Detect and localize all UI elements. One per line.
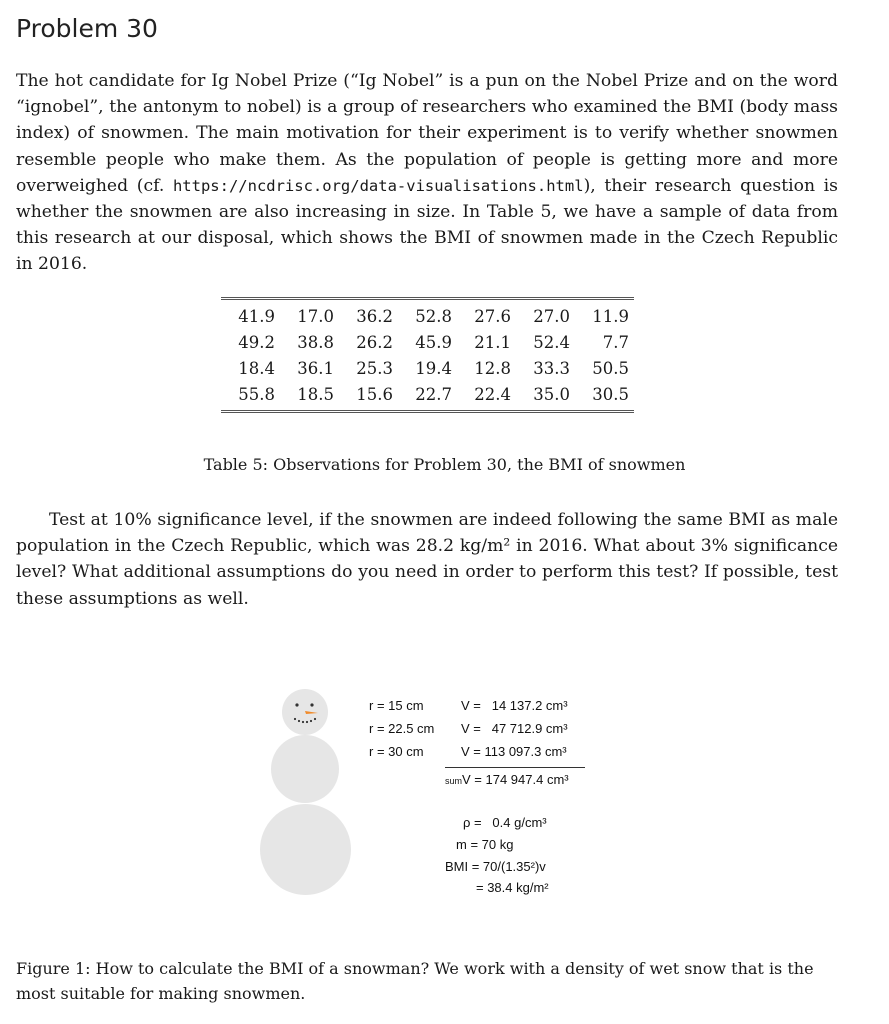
table-cell: 36.1	[297, 359, 334, 378]
snowman-middle	[271, 735, 339, 803]
table-cell: 22.4	[474, 385, 511, 404]
table-cell: 22.7	[415, 385, 452, 404]
problem-title: Problem 30	[16, 14, 158, 43]
table-cell: 27.6	[474, 307, 511, 326]
ncdrisc-url[interactable]: https://ncdrisc.org/data-visualisations.html	[172, 176, 584, 195]
table-cell: 25.3	[356, 359, 393, 378]
radius-bottom: r = 30 cm	[369, 744, 424, 759]
radius-middle: r = 22.5 cm	[369, 721, 435, 736]
sum-divider	[445, 767, 585, 768]
right-eye-icon	[310, 703, 313, 706]
bmi-table	[221, 297, 634, 413]
volume-head: V = 14 137.2 cm³	[461, 698, 568, 713]
table-cell: 45.9	[415, 333, 452, 352]
snow-density: ρ = 0.4 g/cm³	[463, 815, 547, 830]
table-cell: 18.5	[297, 385, 334, 404]
table-row	[221, 356, 634, 382]
table-cell: 52.4	[533, 333, 570, 352]
table-row	[221, 382, 634, 408]
table-row	[221, 304, 634, 330]
table-cell: 35.0	[533, 385, 570, 404]
table-cell: 41.9	[238, 307, 275, 326]
table-cell: 21.1	[474, 333, 511, 352]
volume-bottom: V = 113 097.3 cm³	[461, 744, 567, 759]
table-cell: 7.7	[602, 333, 629, 352]
table-cell: 33.3	[533, 359, 570, 378]
sum-prefix: sum	[445, 776, 463, 786]
table-cell: 17.0	[297, 307, 334, 326]
table-cell: 50.5	[592, 359, 629, 378]
table-cell: 30.5	[592, 385, 629, 404]
snowman-face	[282, 689, 328, 735]
table-cell: 55.8	[238, 385, 275, 404]
snowman-bottom	[260, 804, 351, 895]
table-cell: 26.2	[356, 333, 393, 352]
test-question: Test at 10% significance level, if the snowmen are indeed following the same BMI as male population in the Czech Republic, which was 28.2 kg/m² in 2016. What about 3% significance level? What additional assumptions do you need in order to perform this test? If possible, test these assumptions as well.	[16, 510, 838, 609]
coal-mouth-icon	[294, 718, 316, 723]
description-text-2: ), their research question is whether the snowmen are also increasing in size. In Table 5, we have a sample of data from this research at our disposal, which shows the BMI of snowmen made in the Czech Republic in 2016.	[16, 175, 838, 275]
left-eye-icon	[295, 703, 298, 706]
table-caption: Table 5: Observations for Problem 30, the BMI of snowmen	[203, 455, 686, 474]
sum-value: V = 174 947.4 cm³	[462, 772, 569, 787]
bmi-formula: BMI = 70/(1.35²)v	[445, 859, 546, 874]
table-cell: 11.9	[592, 307, 629, 326]
figure-caption: Figure 1: How to calculate the BMI of a snowman? We work with a density of wet snow that is the most suitable for making snowmen.	[16, 959, 814, 1003]
snowman-mass: m = 70 kg	[456, 837, 514, 852]
table-cell: 27.0	[533, 307, 570, 326]
table-cell: 36.2	[356, 307, 393, 326]
table-cell: 19.4	[415, 359, 452, 378]
table-row	[221, 330, 634, 356]
radius-head: r = 15 cm	[369, 698, 424, 713]
table-cell: 49.2	[238, 333, 275, 352]
table-cell: 15.6	[356, 385, 393, 404]
bmi-result: = 38.4 kg/m²	[476, 880, 549, 895]
volume-middle: V = 47 712.9 cm³	[461, 721, 568, 736]
table-cell: 52.8	[415, 307, 452, 326]
problem-description	[16, 68, 838, 278]
description-text-1: The hot candidate for Ig Nobel Prize (“Ig Nobel” is a pun on the Nobel Prize and on the word “ignobel”, the antonym to nobel) is a group of researchers who examined the BMI (body mass index) of snowmen. The main motivation for their experiment is to verify whether snowmen resemble people who make them. As the population of people is getting more and more overweighed (cf.	[16, 71, 838, 196]
table-cell: 38.8	[297, 333, 334, 352]
carrot-nose-icon	[305, 711, 318, 714]
volume-sum	[445, 772, 569, 787]
table-cell: 18.4	[238, 359, 275, 378]
table-cell: 12.8	[474, 359, 511, 378]
